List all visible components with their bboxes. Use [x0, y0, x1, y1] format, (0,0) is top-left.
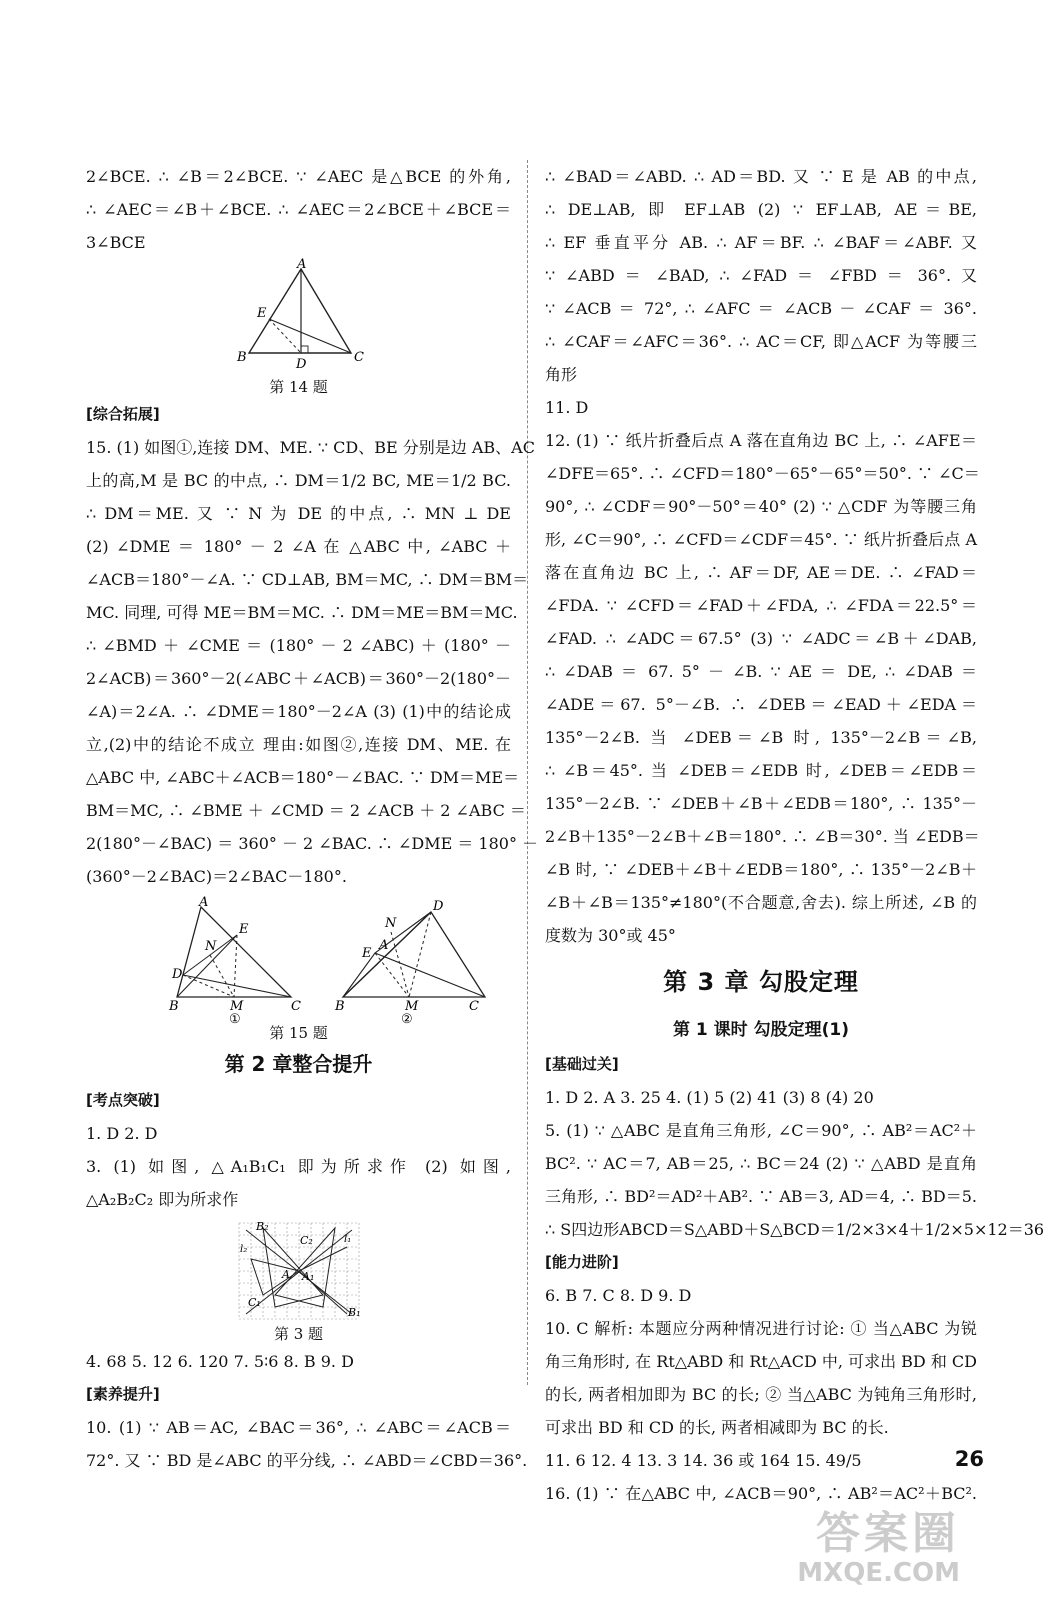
text-line: △A₂B₂C₂ 即为所求作 [86, 1190, 239, 1209]
figure-label: B₁ [347, 1306, 360, 1319]
figure-label: D [295, 357, 306, 372]
figure-label: C [468, 999, 479, 1014]
text-line: 3. (1) 如图, △A₁B₁C₁ 即为所求作 (2) 如图, [86, 1157, 511, 1176]
figure-label: C [290, 999, 301, 1014]
text-line: ∠B 时, ∵ ∠DEB＋∠B＋∠EDB＝180°, ∴ 135°－2∠B＋ [545, 860, 977, 879]
text-line: 可求出 BD 和 CD 的长, 两者相减即为 BC 的长. [545, 1418, 889, 1437]
figure-label: l₂ [239, 1244, 247, 1255]
watermark-url: MXQE.COM [797, 1558, 960, 1588]
chapter-3-heading: 第 3 章 勾股定理 [663, 968, 859, 996]
text-line: ∴ ∠AEC＝∠B＋∠BCE. ∴ ∠AEC＝2∠BCE＋∠BCE＝ [86, 200, 511, 219]
text-line: 6. B 7. C 8. D 9. D [545, 1286, 692, 1305]
text-line: 16. (1) ∵ 在△ABC 中, ∠ACB＝90°, ∴ AB²＝AC²＋BC². [545, 1484, 977, 1503]
text-line: 4. 68 5. 12 6. 120 7. 5∶6 8. B 9. D [86, 1352, 354, 1371]
figure-label: l₁ [343, 1234, 351, 1245]
figure-label: E [256, 306, 266, 321]
text-line: 2∠BCE. ∴ ∠B＝2∠BCE. ∵ ∠AEC 是△BCE 的外角, [86, 167, 511, 186]
figure-label: C₂ [299, 1234, 313, 1247]
left-column [86, 160, 539, 1477]
text-line: (360°－2∠BAC)＝2∠BAC－180°. [86, 867, 347, 886]
text-line: 2∠ACB)＝360°－2(∠ABC＋∠ACB)＝360°－2(180°－ [86, 669, 511, 688]
figure-label: N [204, 939, 216, 954]
text-line: 角形 [545, 365, 578, 384]
section-label: [能力进阶] [545, 1253, 619, 1271]
text-line: 15. (1) 如图①,连接 DM、ME. ∵ CD、BE 分别是边 AB、AC [86, 438, 535, 457]
figure-label: N [384, 916, 396, 931]
figure-caption: 第 3 题 [273, 1325, 324, 1343]
figure-caption: 第 15 题 [269, 1024, 328, 1042]
text-line: ∴ DM＝ME. 又 ∵ N 为 DE 的中点, ∴ MN ⊥ DE [86, 504, 511, 523]
text-line: ∠B＋∠B＝135°≠180°(不合题意,舍去). 综上所述, ∠B 的 [545, 893, 977, 912]
chapter-2-heading: 第 2 章整合提升 [224, 1052, 373, 1076]
text-line: 角三角形时, 在 Rt△ABD 和 Rt△ACD 中, 可求出 BD 和 CD [545, 1352, 977, 1371]
figure-sub-label: ② [400, 1012, 413, 1027]
text-line: ∴ ∠CAF＝∠AFC＝36°. ∴ AC＝CF, 即△ACF 为等腰三 [545, 332, 977, 351]
figure-label: A [281, 1268, 290, 1281]
figure-label: C₁ [247, 1296, 261, 1309]
text-line: 90°, ∴ ∠CDF＝90°－50°＝40° (2) ∵ △CDF 为等腰三角 [545, 497, 977, 516]
text-line: 10. (1) ∵ AB＝AC, ∠BAC＝36°, ∴ ∠ABC＝∠ACB＝ [86, 1418, 511, 1437]
figure-label: M [229, 999, 243, 1014]
text-line: 11. 6 12. 4 13. 3 14. 36 或 164 15. 49/5 [545, 1451, 862, 1470]
page-number: 26 [954, 1447, 984, 1471]
text-line: 12. (1) ∵ 纸片折叠后点 A 落在直角边 BC 上, ∴ ∠AFE＝ [545, 431, 977, 450]
section-label: [考点突破] [86, 1091, 160, 1109]
text-line: 度数为 30°或 45° [545, 926, 676, 945]
figure-label: E [238, 922, 248, 937]
text-line: MC. 同理, 可得 ME＝BM＝MC. ∴ DM＝ME＝BM＝MC. [86, 603, 518, 622]
figure-label: C [353, 350, 364, 365]
text-line: ∴ ∠BMD ＋ ∠CME ＝ (180° － 2 ∠ABC) ＋ (180° － [86, 636, 511, 655]
text-line: (2) ∠DME ＝ 180° － 2 ∠A 在 △ABC 中, ∠ABC ＋ [86, 537, 511, 556]
text-line: ∵ ∠ACB ＝ 72°, ∴ ∠AFC ＝ ∠ACB － ∠CAF ＝ 36°. [545, 299, 977, 318]
text-line: 上的高,M 是 BC 的中点, ∴ DM＝1/2 BC, ME＝1/2 BC. [86, 471, 511, 490]
text-line: BC². ∵ AC＝7, AB＝25, ∴ BC＝24 (2) ∵ △ABD 是直角 [545, 1154, 977, 1173]
text-line: 的长, 两者相加即为 BC 的长; ② 当△ABC 为钝角三角形时, [545, 1385, 977, 1404]
text-line: ∠FAD. ∴ ∠ADC＝67.5° (3) ∵ ∠ADC＝∠B＋∠DAB, [545, 629, 977, 648]
text-line: ∴ ∠B＝45°. 当 ∠DEB＝∠EDB 时, ∠DEB＝∠EDB＝ [545, 761, 977, 780]
figure-14 [229, 257, 369, 376]
text-line: 135°－2∠B. ∵ ∠DEB＋∠B＋∠EDB＝180°, ∴ 135°－ [545, 794, 977, 813]
text-line: 11. D [545, 398, 589, 417]
text-line: ∴ S四边形ABCD＝S△ABD＋S△BCD＝1/2×3×4＋1/2×5×12＝36 [545, 1220, 1044, 1239]
section-label: [基础过关] [545, 1055, 619, 1073]
figure-label: B [334, 999, 345, 1014]
figure-label: D [432, 899, 443, 914]
text-line: ∴ ∠BAD＝∠ABD. ∴ AD＝BD. 又 ∵ E 是 AB 的中点, [545, 167, 977, 186]
text-line: ∴ DE⊥AB, 即 EF⊥AB (2) ∵ EF⊥AB, AE＝BE, [545, 200, 977, 219]
figure-label: A₁ [301, 1270, 314, 1283]
text-line: 1. D 2. D [86, 1124, 158, 1143]
column-divider [527, 160, 528, 1385]
text-line: ∴ ∠DAB ＝ 67. 5° － ∠B. ∵ AE ＝ DE, ∴ ∠DAB ＝ [545, 662, 977, 681]
text-line: 72°. 又 ∵ BD 是∠ABC 的平分线, ∴ ∠ABD＝∠CBD＝36°. [86, 1451, 528, 1470]
text-line: △ABC 中, ∠ABC＋∠ACB＝180°－∠BAC. ∵ DM＝ME＝ [86, 768, 520, 787]
text-line: 三角形, ∴ BD²＝AD²＋AB². ∵ AB＝3, AD＝4, ∴ BD＝5. [545, 1187, 977, 1206]
text-line: 2∠B＋135°－2∠B＋∠B＝180°. ∴ ∠B＝30°. 当 ∠EDB＝ [545, 827, 980, 846]
figure-sub-label: ① [228, 1012, 241, 1027]
figure-label: A [296, 257, 306, 272]
section-label: [综合拓展] [86, 405, 160, 423]
text-line: ∠DFE＝65°. ∴ ∠CFD＝180°－65°－65°＝50°. ∵ ∠C＝ [545, 464, 980, 483]
text-line: ∠FDA. ∵ ∠CFD＝∠FAD＋∠FDA, ∴ ∠FDA＝22.5°＝ [545, 596, 977, 615]
figure-15 [119, 895, 479, 1027]
text-line: ∠A)＝2∠A. ∴ ∠DME＝180°－2∠A (3) (1)中的结论成 [86, 702, 511, 721]
figure-3-grid [234, 1218, 364, 1323]
watermark-logo [797, 1510, 960, 1588]
lesson-heading: 第 1 课时 勾股定理(1) [673, 1020, 849, 1040]
text-line: 5. (1) ∵ △ABC 是直角三角形, ∠C＝90°, ∴ AB²＝AC²＋ [545, 1121, 977, 1140]
figure-label: B₂ [255, 1220, 268, 1233]
figure-label: M [404, 999, 418, 1014]
text-line: 3∠BCE [86, 233, 146, 252]
figure-label: A [198, 895, 208, 910]
figure-caption: 第 14 题 [269, 378, 328, 396]
text-line: 10. C 解析: 本题应分两种情况进行讨论: ① 当△ABC 为锐 [545, 1319, 977, 1338]
text-line: 135°－2∠B. 当 ∠DEB＝∠B 时, 135°－2∠B＝∠B, [545, 728, 977, 747]
text-line: 1. D 2. A 3. 25 4. (1) 5 (2) 41 (3) 8 (4) 20 [545, 1088, 874, 1107]
figure-label: D [171, 967, 182, 982]
figure-label: E [361, 946, 371, 961]
text-line: ∠ADE＝67. 5°－∠B. ∴ ∠DEB＝∠EAD＋∠EDA＝ [545, 695, 977, 714]
figure-label: B [168, 999, 179, 1014]
figure-label: B [236, 350, 247, 365]
text-line: ∠ACB＝180°－∠A. ∵ CD⊥AB, BM＝MC, ∴ DM＝BM＝ [86, 570, 529, 589]
text-line: ∴ EF 垂直平分 AB. ∴ AF＝BF. ∴ ∠BAF＝∠ABF. 又 [545, 233, 977, 252]
text-line: 2(180°－∠BAC) ＝ 360° － 2 ∠BAC. ∴ ∠DME ＝ 180° － [86, 834, 539, 853]
watermark-text: 答案圈 [816, 1508, 960, 1559]
text-line: 立,(2)中的结论不成立 理由:如图②,连接 DM、ME. 在 [86, 735, 511, 754]
text-line: BM＝MC, ∴ ∠BME ＋ ∠CMD ＝ 2 ∠ACB ＋ 2 ∠ABC ＝ [86, 801, 526, 820]
text-line: 形, ∠C＝90°, ∴ ∠CFD＝∠CDF＝45°. ∵ 纸片折叠后点 A [545, 530, 977, 549]
right-column [545, 160, 1044, 1510]
section-label: [素养提升] [86, 1385, 160, 1403]
text-line: ∵ ∠ABD ＝ ∠BAD, ∴ ∠FAD ＝ ∠FBD ＝ 36°. 又 [545, 266, 977, 285]
figure-label: A [378, 938, 388, 953]
text-line: 落在直角边 BC 上, ∴ AF＝DF, AE＝DE. ∴ ∠FAD＝ [545, 563, 977, 582]
